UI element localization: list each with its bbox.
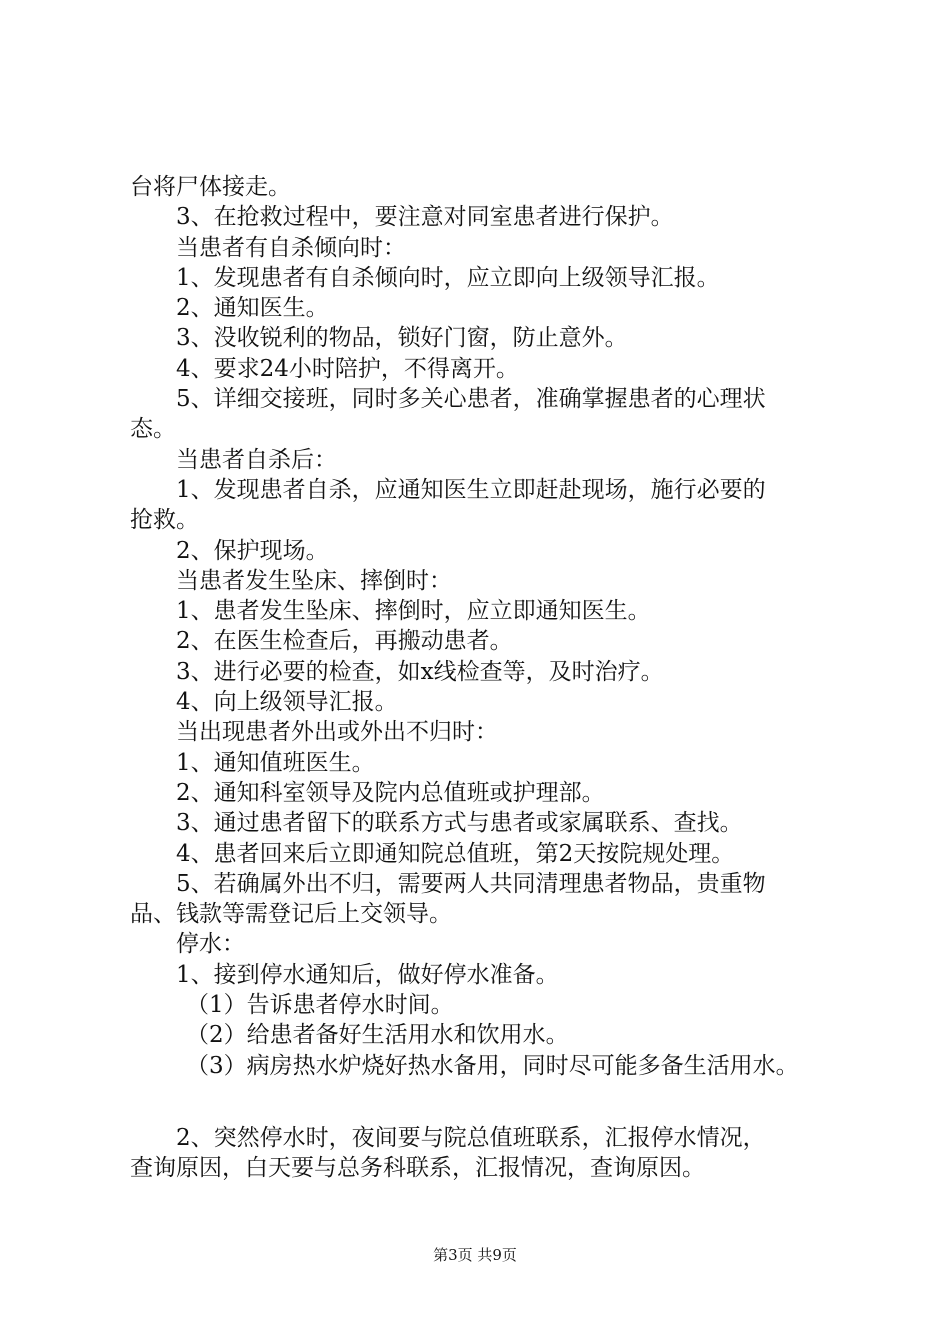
text-line: 1、接到停水通知后，做好停水准备。 bbox=[176, 961, 559, 988]
text-line: 4、要求24小时陪护，不得离开。 bbox=[176, 355, 519, 382]
text-line: 3、在抢救过程中，要注意对同室患者进行保护。 bbox=[176, 204, 674, 231]
section-heading: 当出现患者外出或外出不归时： bbox=[176, 719, 498, 746]
text-line: 4、向上级领导汇报。 bbox=[176, 689, 398, 716]
text-line: 抢救。 bbox=[130, 507, 199, 534]
blank-line bbox=[130, 1081, 835, 1123]
text-line: （1）告诉患者停水时间。 bbox=[186, 992, 454, 1019]
text-line: 1、发现患者自杀，应通知医生立即赶赴现场，施行必要的 bbox=[176, 476, 766, 503]
section-heading: 当患者发生坠床、摔倒时： bbox=[176, 567, 452, 594]
text-line: 3、通过患者留下的联系方式与患者或家属联系、查找。 bbox=[176, 810, 743, 837]
text-line: （3）病房热水炉烧好热水备用，同时尽可能多备生活用水。 bbox=[186, 1052, 799, 1079]
text-line: 查询原因，白天要与总务科联系，汇报情况，查询原因。 bbox=[130, 1155, 705, 1182]
text-line: 2、保护现场。 bbox=[176, 537, 329, 564]
section-heading: 当患者自杀后： bbox=[176, 446, 337, 473]
text-line: 5、若确属外出不归，需要两人共同清理患者物品，贵重物 bbox=[176, 870, 766, 897]
text-line: 1、通知值班医生。 bbox=[176, 749, 375, 776]
text-line: 1、患者发生坠床、摔倒时，应立即通知医生。 bbox=[176, 598, 651, 625]
document-body bbox=[130, 172, 835, 1184]
text-line: 1、发现患者有自杀倾向时，应立即向上级领导汇报。 bbox=[176, 264, 720, 291]
text-line: 品、钱款等需登记后上交领导。 bbox=[130, 901, 452, 928]
text-line: 4、患者回来后立即通知院总值班，第2天按院规处理。 bbox=[176, 840, 735, 867]
text-line: 2、通知医生。 bbox=[176, 295, 329, 322]
text-line: 2、突然停水时，夜间要与院总值班联系，汇报停水情况， bbox=[176, 1124, 766, 1151]
page-number: 第3页 共9页 bbox=[433, 1246, 517, 1264]
section-heading: 停水： bbox=[176, 931, 245, 958]
text-line: （2）给患者备好生活用水和饮用水。 bbox=[186, 1022, 569, 1049]
text-line: 5、详细交接班，同时多关心患者，准确掌握患者的心理状 bbox=[176, 386, 766, 413]
text-line: 台将尸体接走。 bbox=[130, 174, 291, 200]
text-line: 3、进行必要的检查，如x线检查等，及时治疗。 bbox=[176, 658, 664, 685]
text-line: 3、没收锐利的物品，锁好门窗，防止意外。 bbox=[176, 325, 628, 352]
section-heading: 当患者有自杀倾向时： bbox=[176, 234, 406, 261]
text-line: 2、通知科室领导及院内总值班或护理部。 bbox=[176, 779, 605, 806]
text-line: 态。 bbox=[130, 416, 176, 443]
text-line: 2、在医生检查后，再搬动患者。 bbox=[176, 628, 513, 655]
